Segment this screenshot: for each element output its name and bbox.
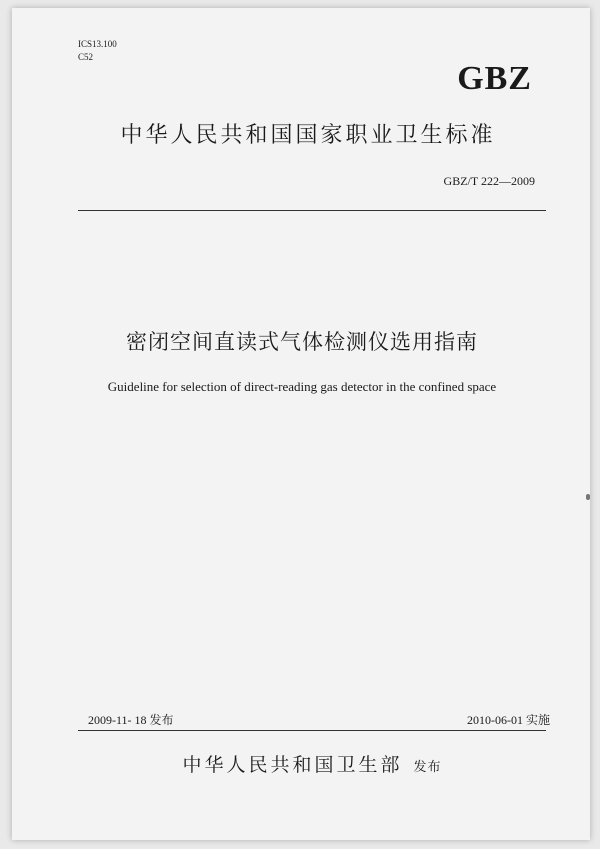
issue-date: 2009-11- 18 发布 — [88, 713, 174, 727]
standard-mark: GBZ — [457, 60, 532, 97]
document-title-cn: 密闭空间直读式气体检测仪选用指南 — [126, 330, 478, 354]
document-page — [12, 8, 590, 840]
ccs-code: C52 — [78, 52, 94, 62]
issuer-line — [112, 750, 512, 777]
document-title-en: Guideline for selection of direct-reading gas detector in the confined space — [107, 379, 497, 394]
issuer-name: 中华人民共和国卫生部 — [182, 754, 403, 776]
issuer-suffix: 发布 — [413, 760, 442, 775]
bottom-divider — [78, 730, 546, 731]
classification-block — [78, 38, 117, 64]
standard-series-title: 中华人民共和国国家职业卫生标准 — [120, 123, 496, 148]
top-divider — [78, 210, 546, 211]
scan-speck — [586, 494, 590, 500]
implementation-date: 2010-06-01 实施 — [467, 713, 550, 727]
ics-code: ICS13.100 — [78, 39, 117, 49]
standard-code: GBZ/T 222—2009 — [443, 174, 535, 188]
